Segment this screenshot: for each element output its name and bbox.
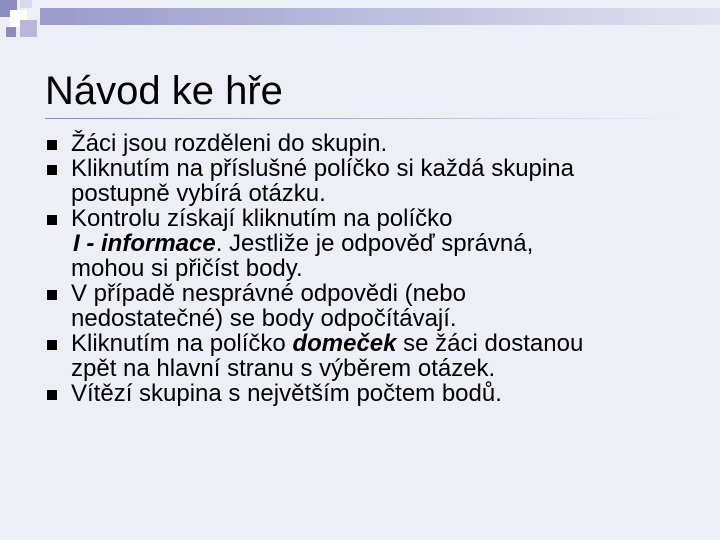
square-light [20, 20, 37, 37]
instruction-list [45, 131, 685, 406]
square-pale [20, 0, 32, 8]
square-bullet-icon [47, 140, 57, 150]
list-item [45, 206, 685, 281]
list-item-text [71, 231, 685, 256]
header-decoration [0, 0, 720, 60]
square-bullet-icon [47, 165, 57, 175]
list-item-text [71, 331, 685, 356]
list-item-text: Kliknutím na políčko [71, 330, 293, 357]
title-underline [45, 118, 685, 119]
header-bar [40, 8, 720, 25]
list-item-text: nedostatečné) se body odpočítávají. [71, 305, 457, 332]
square-bullet-icon [47, 290, 57, 300]
list-item-text: V případě nesprávné odpovědi (nebo [71, 280, 466, 307]
list-item-text: Kontrolu získají kliknutím na políčko [71, 205, 453, 232]
square-bullet-icon [47, 215, 57, 225]
square-bullet-icon [47, 340, 57, 350]
square-bullet-icon [47, 390, 57, 400]
list-item-text: Žáci jsou rozděleni do skupin. [71, 130, 388, 157]
list-item [45, 381, 685, 406]
list-item [45, 131, 685, 156]
list-item-text: Vítězí skupina s největším počtem bodů. [71, 380, 502, 407]
list-item-text: mohou si přičíst body. [71, 255, 303, 282]
list-item-text: zpět na hlavní stranu s výběrem otázek. [71, 355, 496, 382]
list-item-text: se žáci dostanou [396, 330, 584, 357]
list-item [45, 331, 685, 381]
square-small [6, 27, 16, 37]
info-link-text: I - informace [73, 230, 216, 257]
slide-title: Návod ke hře [45, 69, 283, 113]
list-item-text: postupně vybírá otázku. [71, 180, 326, 207]
list-item-text: Kliknutím na příslušné políčko si každá skupina [71, 155, 574, 182]
list-item [45, 156, 685, 206]
home-link-text: domeček [292, 330, 397, 357]
list-item-text: . Jestliže je odpověď správná, [215, 230, 534, 257]
list-item [45, 281, 685, 331]
